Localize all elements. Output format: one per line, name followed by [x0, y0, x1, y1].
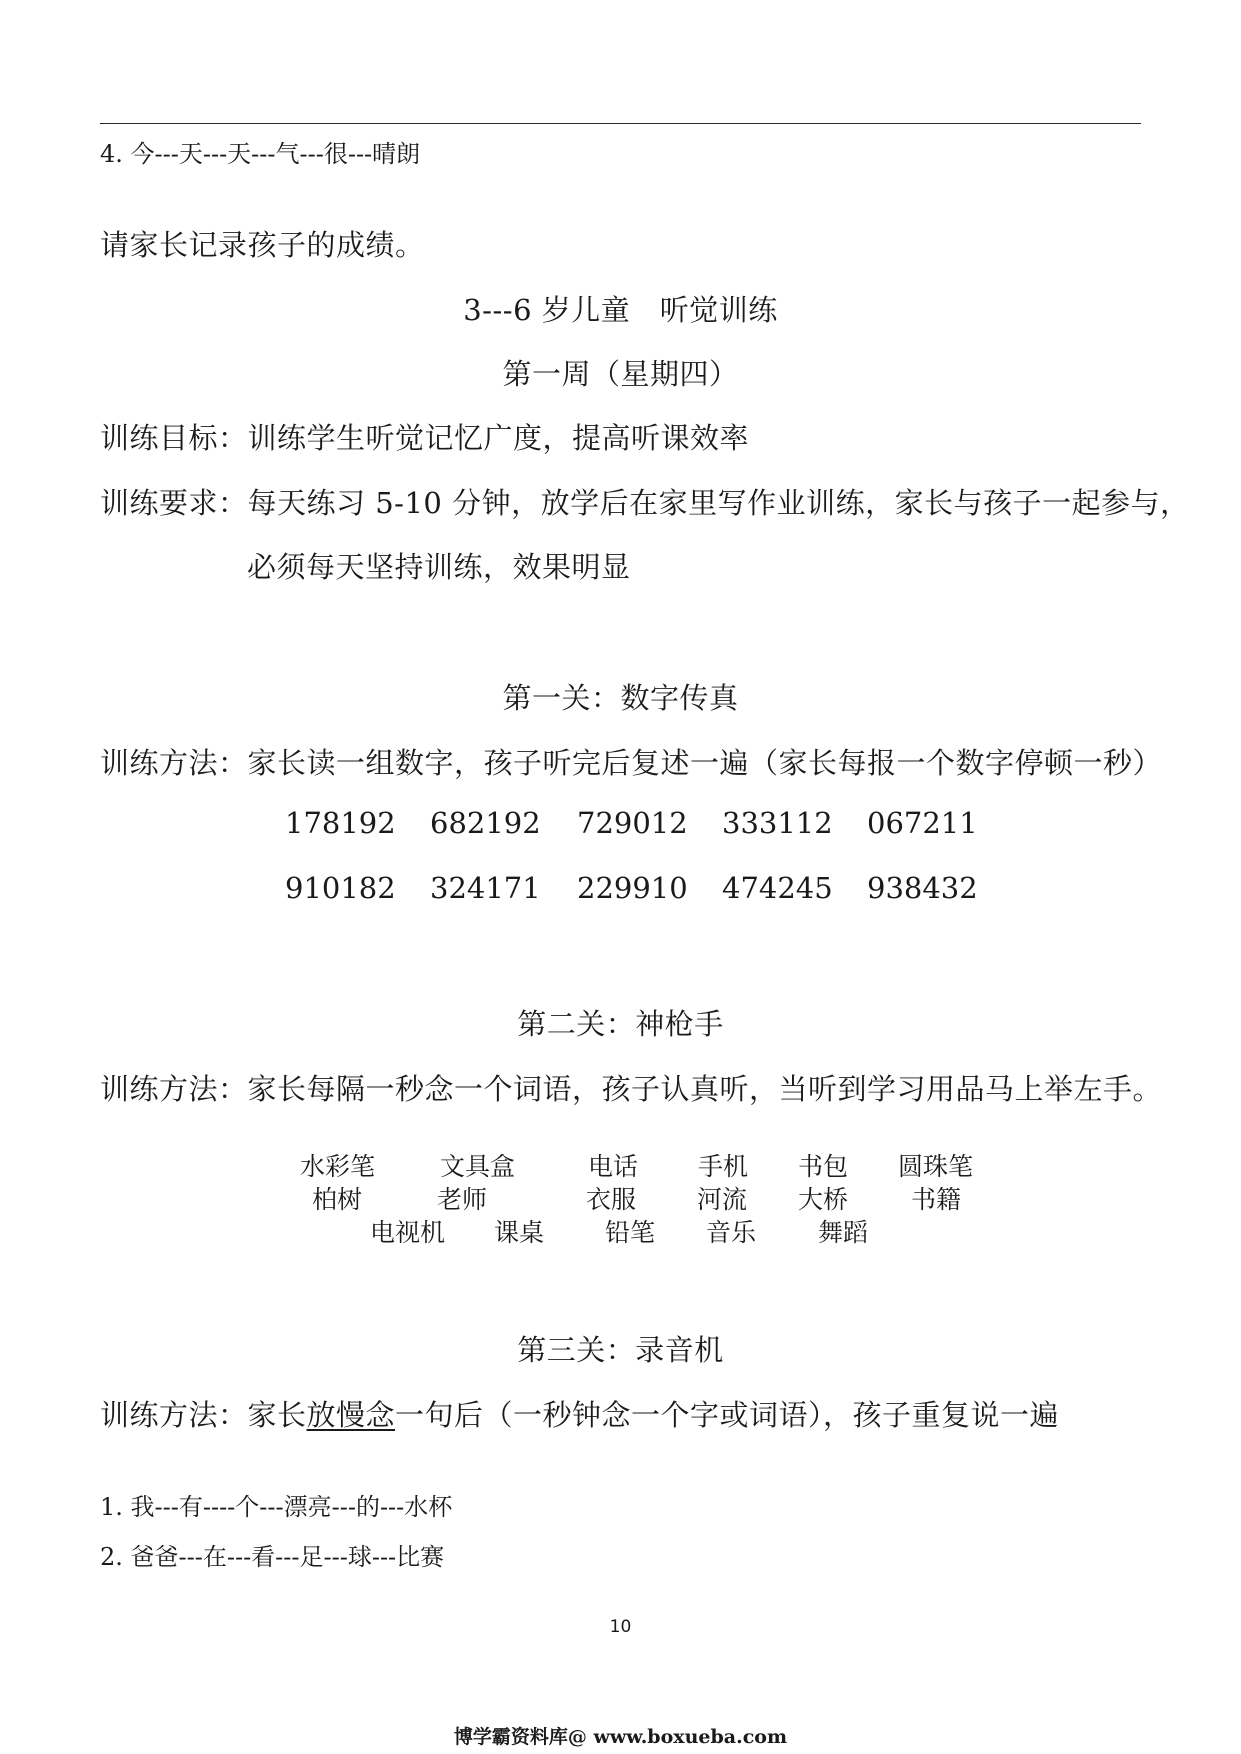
training-requirement-line1: 训练要求：每天练习 5-10 分钟，放学后在家里写作业训练，家长与孩子一起参与，: [100, 486, 1190, 520]
word-item: 老师: [437, 1185, 488, 1214]
level3-method-prefix: 训练方法：家长: [100, 1398, 307, 1432]
training-requirement-line2: 必须每天坚持训练，效果明显: [247, 550, 631, 584]
header-rule: [100, 123, 1141, 124]
parent-note: 请家长记录孩子的成绩。: [100, 228, 425, 262]
word-item: 大桥: [798, 1185, 849, 1214]
word-item: 舞蹈: [818, 1218, 869, 1247]
word-item: 铅笔: [605, 1218, 656, 1247]
word-item: 圆珠笔: [898, 1152, 974, 1181]
word-row-2: [0, 1180, 1241, 1214]
number-item: 682192: [430, 806, 541, 840]
level3-item-2: 2. 爸爸---在---看---足---球---比赛: [100, 1543, 445, 1571]
number-item: 229910: [577, 871, 688, 905]
level3-method-underlined: 放慢念: [306, 1398, 396, 1432]
word-item: 文具盒: [440, 1152, 516, 1181]
word-item: 电视机: [370, 1218, 446, 1247]
top-item: 4. 今---天---天---气---很---晴朗: [100, 140, 421, 168]
number-item: 938432: [867, 871, 978, 905]
word-item: 柏树: [312, 1185, 363, 1214]
word-item: 音乐: [706, 1218, 757, 1247]
number-item: 333112: [722, 806, 833, 840]
level3-item-1: 1. 我---有----个---漂亮---的---水杯: [100, 1493, 453, 1521]
level2-title: 第二关：神枪手: [517, 1007, 724, 1041]
word-item: 水彩笔: [300, 1152, 376, 1181]
word-item: 书籍: [911, 1185, 962, 1214]
word-row-3: [0, 1213, 1241, 1247]
level3-method: [100, 1393, 1059, 1434]
word-item: 衣服: [586, 1185, 637, 1214]
number-item: 910182: [285, 871, 396, 905]
level1-title: 第一关：数字传真: [502, 681, 739, 715]
number-item: 474245: [722, 871, 833, 905]
page-subtitle: 第一周（星期四）: [502, 357, 739, 391]
number-row-1: [0, 806, 1241, 846]
number-item: 729012: [577, 806, 688, 840]
number-item: 067211: [867, 806, 978, 840]
level3-title: 第三关：录音机: [517, 1333, 724, 1367]
word-item: 手机: [698, 1152, 749, 1181]
training-goal: 训练目标：训练学生听觉记忆广度，提高听课效率: [100, 421, 750, 455]
number-item: 324171: [430, 871, 541, 905]
word-item: 河流: [697, 1185, 748, 1214]
page-number: 10: [609, 1617, 632, 1637]
level1-method: 训练方法：家长读一组数字，孩子听完后复述一遍（家长每报一个数字停顿一秒）: [100, 746, 1163, 780]
word-item: 书包: [798, 1152, 849, 1181]
page-title: 3---6 岁儿童 听觉训练: [463, 293, 778, 327]
level2-method: 训练方法：家长每隔一秒念一个词语，孩子认真听，当听到学习用品马上举左手。: [100, 1072, 1163, 1106]
number-item: 178192: [285, 806, 396, 840]
word-item: 电话: [588, 1152, 639, 1181]
footer-watermark: 博学霸资料库@ www.boxueba.com: [453, 1726, 788, 1748]
word-row-1: [0, 1147, 1241, 1181]
level3-method-suffix: 一句后（一秒钟念一个字或词语），孩子重复说一遍: [395, 1398, 1060, 1432]
number-row-2: [0, 871, 1241, 911]
word-item: 课桌: [494, 1218, 545, 1247]
